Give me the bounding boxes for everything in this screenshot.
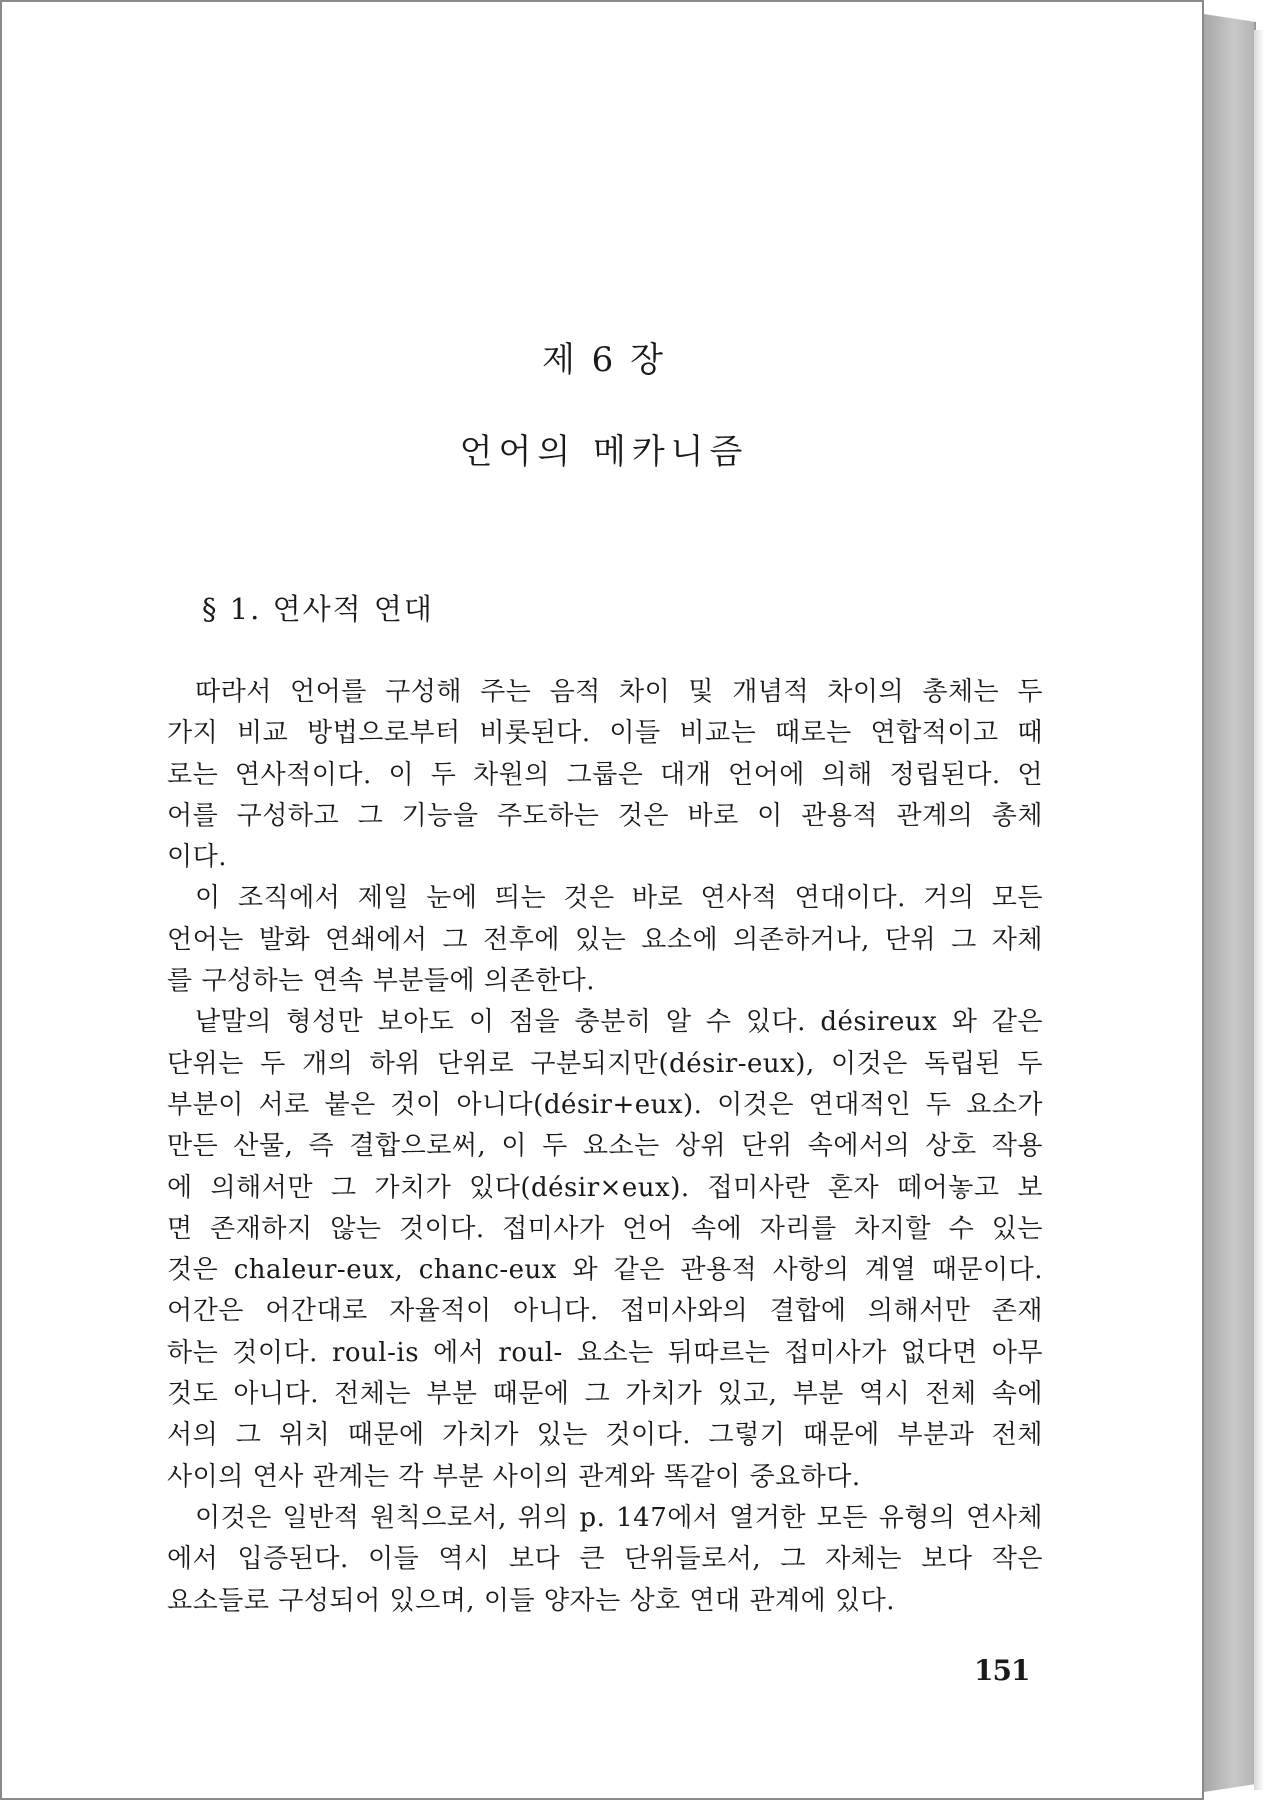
chapter-label: 제 6 장	[542, 340, 666, 380]
page-number: 151	[974, 1654, 1030, 1687]
text-line: 단위는 두 개의 하위 단위로 구분되지만(désir-eux), 이것은 독립된 두	[167, 1048, 1043, 1079]
chapter-title: 언어의 메카니즘	[459, 432, 749, 472]
text-line: 이 조직에서 제일 눈에 띄는 것은 바로 연사적 연대이다. 거의 모든	[195, 883, 1043, 914]
text-line: 언어는 발화 연쇄에서 그 전후에 있는 요소에 의존하거나, 단위 그 자체	[167, 924, 1043, 955]
text-line: 이것은 일반적 원칙으로서, 위의 p. 147에서 열거한 모든 유형의 연사체	[195, 1502, 1043, 1533]
page-shadow	[1254, 30, 1264, 1790]
text-line: 를 구성하는 연속 부분들에 의존한다.	[167, 966, 596, 997]
text-line: 어를 구성하고 그 기능을 주도하는 것은 바로 이 관용적 관계의 총체	[167, 800, 1043, 831]
text-line: 서의 그 위치 때문에 가치가 있는 것이다. 그렇기 때문에 부분과 전체	[167, 1420, 1043, 1451]
text-line: 만든 산물, 즉 결합으로써, 이 두 요소는 상위 단위 속에서의 상호 작용	[167, 1131, 1043, 1162]
text-line: 가지 비교 방법으로부터 비롯된다. 이들 비교는 때로는 연합적이고 때	[167, 718, 1043, 749]
text-line: 사이의 연사 관계는 각 부분 사이의 관계와 똑같이 중요하다.	[167, 1461, 861, 1492]
text-line: 부분이 서로 붙은 것이 아니다(désir+eux). 이것은 연대적인 두 요소가	[167, 1089, 1043, 1120]
body-text	[167, 672, 1043, 1622]
page-stack-edge	[1204, 14, 1256, 1792]
text-line: 로는 연사적이다. 이 두 차원의 그룹은 대개 언어에 의해 정립된다. 언	[167, 759, 1043, 790]
text-line: 이다.	[167, 842, 227, 873]
text-line: 요소들로 구성되어 있으며, 이들 양자는 상호 연대 관계에 있다.	[167, 1585, 896, 1616]
text-line: 것은 chaleur-eux, chanc-eux 와 같은 관용적 사항의 계열 때문이다.	[167, 1255, 1043, 1286]
text-line: 낱말의 형성만 보아도 이 점을 충분히 알 수 있다. désireux 와 같은	[195, 1007, 1043, 1038]
text-line: 따라서 언어를 구성해 주는 음적 차이 및 개념적 차이의 총체는 두	[195, 677, 1043, 707]
text-line: 면 존재하지 않는 것이다. 접미사가 언어 속에 자리를 차지할 수 있는	[167, 1213, 1043, 1244]
text-line: 어간은 어간대로 자율적이 아니다. 접미사와의 결합에 의해서만 존재	[167, 1296, 1043, 1327]
section-heading: § 1. 연사적 연대	[202, 592, 434, 626]
text-line: 에 의해서만 그 가치가 있다(désir×eux). 접미사란 혼자 떼어놓고 보	[167, 1172, 1043, 1203]
text-line: 에서 입증된다. 이들 역시 보다 큰 단위들로서, 그 자체는 보다 작은	[167, 1544, 1043, 1575]
text-line: 하는 것이다. roul-is 에서 roul- 요소는 뒤따르는 접미사가 없다면 아무	[167, 1337, 1043, 1368]
text-line: 것도 아니다. 전체는 부분 때문에 그 가치가 있고, 부분 역시 전체 속에	[167, 1379, 1043, 1410]
